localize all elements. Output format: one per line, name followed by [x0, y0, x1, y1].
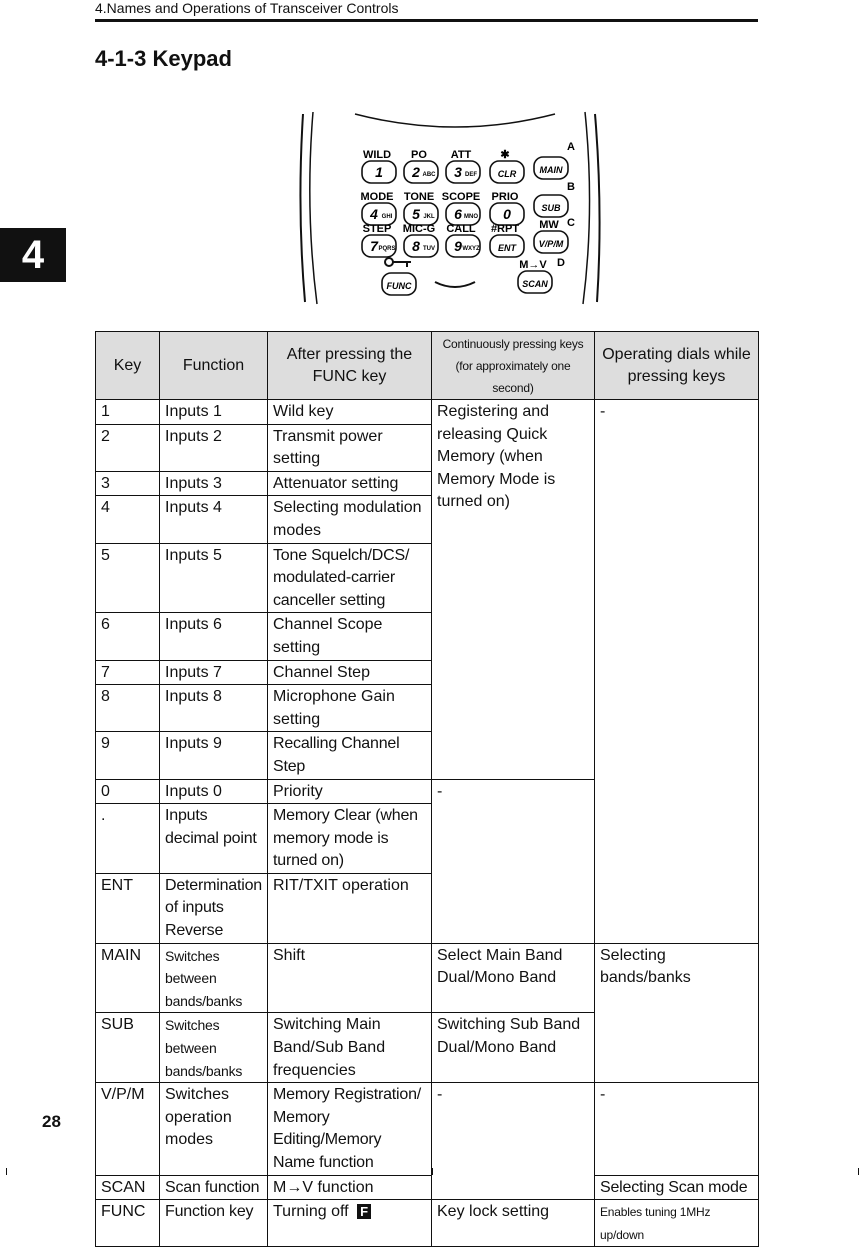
keypad-key-func-label: ATT: [450, 149, 472, 161]
table-row: [96, 1083, 759, 1175]
cell-dials-bands: Selecting bands/banks: [595, 943, 759, 1083]
cell-after-func: Memory Clear (when memory mode is turned on): [268, 804, 432, 874]
header-rule: [95, 19, 758, 22]
keypad-key-label: 1: [375, 164, 383, 180]
running-head: 4.Names and Operations of Transceiver Controls: [95, 0, 399, 16]
cell-after-func: [268, 1200, 432, 1247]
keypad-keys: [361, 141, 576, 295]
keypad-key-label: 5: [412, 206, 420, 222]
keypad-key-letters: DEF: [465, 172, 477, 178]
keypad-key-func-label: SCOPE: [441, 191, 481, 203]
chapter-tab: 4: [0, 228, 66, 282]
keypad-key-func-label: STEP: [362, 223, 392, 235]
cell-key: 1: [96, 400, 160, 425]
keypad-key-func-label: MODE: [360, 191, 394, 203]
cell-dials: Enables tuning 1MHz up/down: [595, 1200, 759, 1247]
cell-after-func: Recalling Channel Step: [268, 732, 432, 779]
cell-function: Scan function: [160, 1175, 268, 1200]
cell-continuous: Select Main Band Dual/Mono Band: [432, 943, 595, 1013]
cell-continuous-dash: -: [432, 1083, 595, 1200]
keypad-key-label: 4: [370, 206, 378, 222]
keypad-corner-letter: D: [557, 257, 565, 269]
cell-function: Inputs 4: [160, 496, 268, 543]
cell-after-func: Switching Main Band/Sub Band frequencies: [268, 1013, 432, 1083]
keypad-key-letters: ABC: [422, 172, 436, 178]
table-header-row: [96, 332, 759, 400]
header-continuous: Continuously pressing keys (for approximately one second): [432, 332, 595, 400]
cell-key: MAIN: [96, 943, 160, 1013]
keypad-key-9: [446, 223, 480, 257]
cell-key: 6: [96, 613, 160, 660]
keypad-key-8: [403, 223, 438, 257]
keypad-key-4: [361, 191, 397, 225]
cell-key: 5: [96, 543, 160, 613]
cell-function: Inputs 0: [160, 779, 268, 804]
keypad-key-label: 3: [454, 164, 462, 180]
cell-after-func: Selecting modulation modes: [268, 496, 432, 543]
cell-key: 3: [96, 471, 160, 496]
keypad-key-scan: [518, 259, 552, 293]
keypad-corner-letter: B: [567, 181, 575, 193]
keypad-key-ent: [490, 223, 524, 257]
keypad-key-func-label: MIC-G: [402, 223, 436, 235]
cell-function: Inputs 1: [160, 400, 268, 425]
keypad-key-label: 8: [412, 238, 420, 254]
keypad-key-func: [382, 273, 416, 295]
keypad-key-func-label: #RPT: [490, 223, 520, 235]
keypad-key-0: [490, 191, 524, 225]
cell-after-func: Shift: [268, 943, 432, 1013]
keypad-illustration: [295, 110, 613, 306]
cell-after-func: Channel Scope setting: [268, 613, 432, 660]
cell-after-func: Priority: [268, 779, 432, 804]
keypad-key-main: [534, 157, 568, 179]
page-number: 28: [42, 1112, 61, 1131]
keypad-key-func-label: MW: [539, 219, 559, 231]
keypad-key-label: 0: [503, 206, 511, 222]
keypad-key-7: [362, 223, 396, 257]
keypad-key-label: 6: [454, 206, 462, 222]
keypad-corner-letter: C: [567, 217, 575, 229]
keypad-key-5: [404, 191, 438, 225]
cell-function: Inputs 8: [160, 685, 268, 732]
keypad-key-func-label: ✱: [500, 149, 510, 161]
key-function-table: [95, 331, 759, 1247]
keypad-key-2: [404, 149, 438, 183]
cell-function: Inputs 7: [160, 660, 268, 685]
cell-continuous: Key lock setting: [432, 1200, 595, 1247]
keypad-key-clr: [490, 149, 524, 183]
cell-key: ENT: [96, 873, 160, 943]
cell-after-func: Tone Squelch/DCS/ modulated-carrier canceller setting: [268, 543, 432, 613]
cell-after-func: Wild key: [268, 400, 432, 425]
keypad-key-func-label: CALL: [446, 223, 476, 235]
key-lock-icon: [385, 258, 411, 267]
cell-key: FUNC: [96, 1200, 160, 1247]
cell-after-func: Attenuator setting: [268, 471, 432, 496]
table-row: [96, 400, 759, 425]
f-badge-icon: F: [357, 1204, 371, 1219]
cell-continuous-quick-memory-cont: [432, 543, 595, 779]
cell-dials: -: [595, 1083, 759, 1175]
cell-after-func: M→V function: [268, 1175, 432, 1200]
cell-after-func: Microphone Gain setting: [268, 685, 432, 732]
header-dials: Operating dials while pressing keys: [595, 332, 759, 400]
header-key: Key: [96, 332, 160, 400]
header-function: Function: [160, 332, 268, 400]
keypad-key-letters: JKL: [423, 214, 435, 220]
cell-continuous-dash: -: [432, 779, 595, 943]
keypad-key-func-label: M→V: [519, 259, 547, 271]
cell-function: Inputs 9: [160, 732, 268, 779]
cell-function: Inputs decimal point: [160, 804, 268, 874]
crop-mark: [858, 1168, 859, 1175]
keypad-key-letters: TUV: [423, 246, 435, 252]
cell-key: .: [96, 804, 160, 874]
keypad-key-vpm: [534, 219, 568, 253]
section-title: 4-1-3 Keypad: [95, 46, 232, 71]
keypad-key-sub: [534, 195, 568, 217]
keypad-key-letters: GHI: [381, 214, 393, 220]
table-row: [96, 1175, 759, 1200]
keypad-key-label: 2: [412, 164, 420, 180]
cell-dials: Selecting Scan mode: [595, 1175, 759, 1200]
cell-function: Function key: [160, 1200, 268, 1247]
cell-continuous-quick-memory: Registering and releasing Quick Memory (when Memory Mode is turned on): [432, 400, 595, 544]
cell-key: SCAN: [96, 1175, 160, 1200]
table-row: [96, 1200, 759, 1247]
keypad-key-label: SCAN: [522, 279, 548, 289]
keypad-key-label: ENT: [498, 243, 516, 253]
cell-key: 2: [96, 424, 160, 471]
cell-function: Inputs 3: [160, 471, 268, 496]
cell-key: SUB: [96, 1013, 160, 1083]
keypad-key-1: [362, 149, 396, 183]
keypad-key-func-label: PRIO: [491, 191, 519, 203]
cell-function: Inputs 5: [160, 543, 268, 613]
keypad-key-label: 9: [454, 238, 462, 254]
keypad-key-label: FUNC: [386, 281, 412, 291]
keypad-corner-letter: A: [567, 141, 575, 153]
cell-after-func: Channel Step: [268, 660, 432, 685]
keypad-key-3: [446, 149, 480, 183]
keypad-key-label: CLR: [497, 169, 517, 179]
cell-dials-dash: -: [595, 400, 759, 944]
cell-key: 4: [96, 496, 160, 543]
cell-after-func: Memory Registration/ Memory Editing/Memory Name function: [268, 1083, 432, 1175]
keypad-key-label: 7: [370, 238, 378, 254]
keypad-key-func-label: WILD: [362, 149, 392, 161]
cell-key: 7: [96, 660, 160, 685]
crop-mark: [432, 1168, 433, 1175]
cell-function: Determination of inputs Reverse: [160, 873, 268, 943]
keypad-key-label: V/P/M: [538, 239, 564, 249]
header-after-func: After pressing the FUNC key: [268, 332, 432, 400]
keypad-key-letters: WXYZ: [462, 246, 480, 252]
cell-function: Inputs 6: [160, 613, 268, 660]
cell-after-func: Transmit power setting: [268, 424, 432, 471]
cell-key: 9: [96, 732, 160, 779]
keypad-key-func-label: TONE: [403, 191, 435, 203]
cell-after-func: RIT/TXIT operation: [268, 873, 432, 943]
cell-continuous: Switching Sub Band Dual/Mono Band: [432, 1013, 595, 1083]
cell-function: Inputs 2: [160, 424, 268, 471]
keypad-key-label: SUB: [541, 203, 561, 213]
keypad-key-func-label: PO: [411, 149, 427, 161]
cell-function: Switches operation modes: [160, 1083, 268, 1175]
crop-mark: [6, 1168, 7, 1175]
cell-key: 8: [96, 685, 160, 732]
keypad-key-label: MAIN: [539, 165, 563, 175]
after-func-text: Turning off: [273, 1203, 349, 1221]
cell-key: V/P/M: [96, 1083, 160, 1175]
cell-function: Switches between bands/banks: [160, 1013, 268, 1083]
keypad-key-letters: MNO: [464, 214, 478, 220]
table-row: [96, 943, 759, 1013]
keypad-key-6: [442, 191, 481, 225]
cell-key: 0: [96, 779, 160, 804]
cell-function: Switches between bands/banks: [160, 943, 268, 1013]
keypad-key-letters: PQRS: [378, 246, 396, 252]
